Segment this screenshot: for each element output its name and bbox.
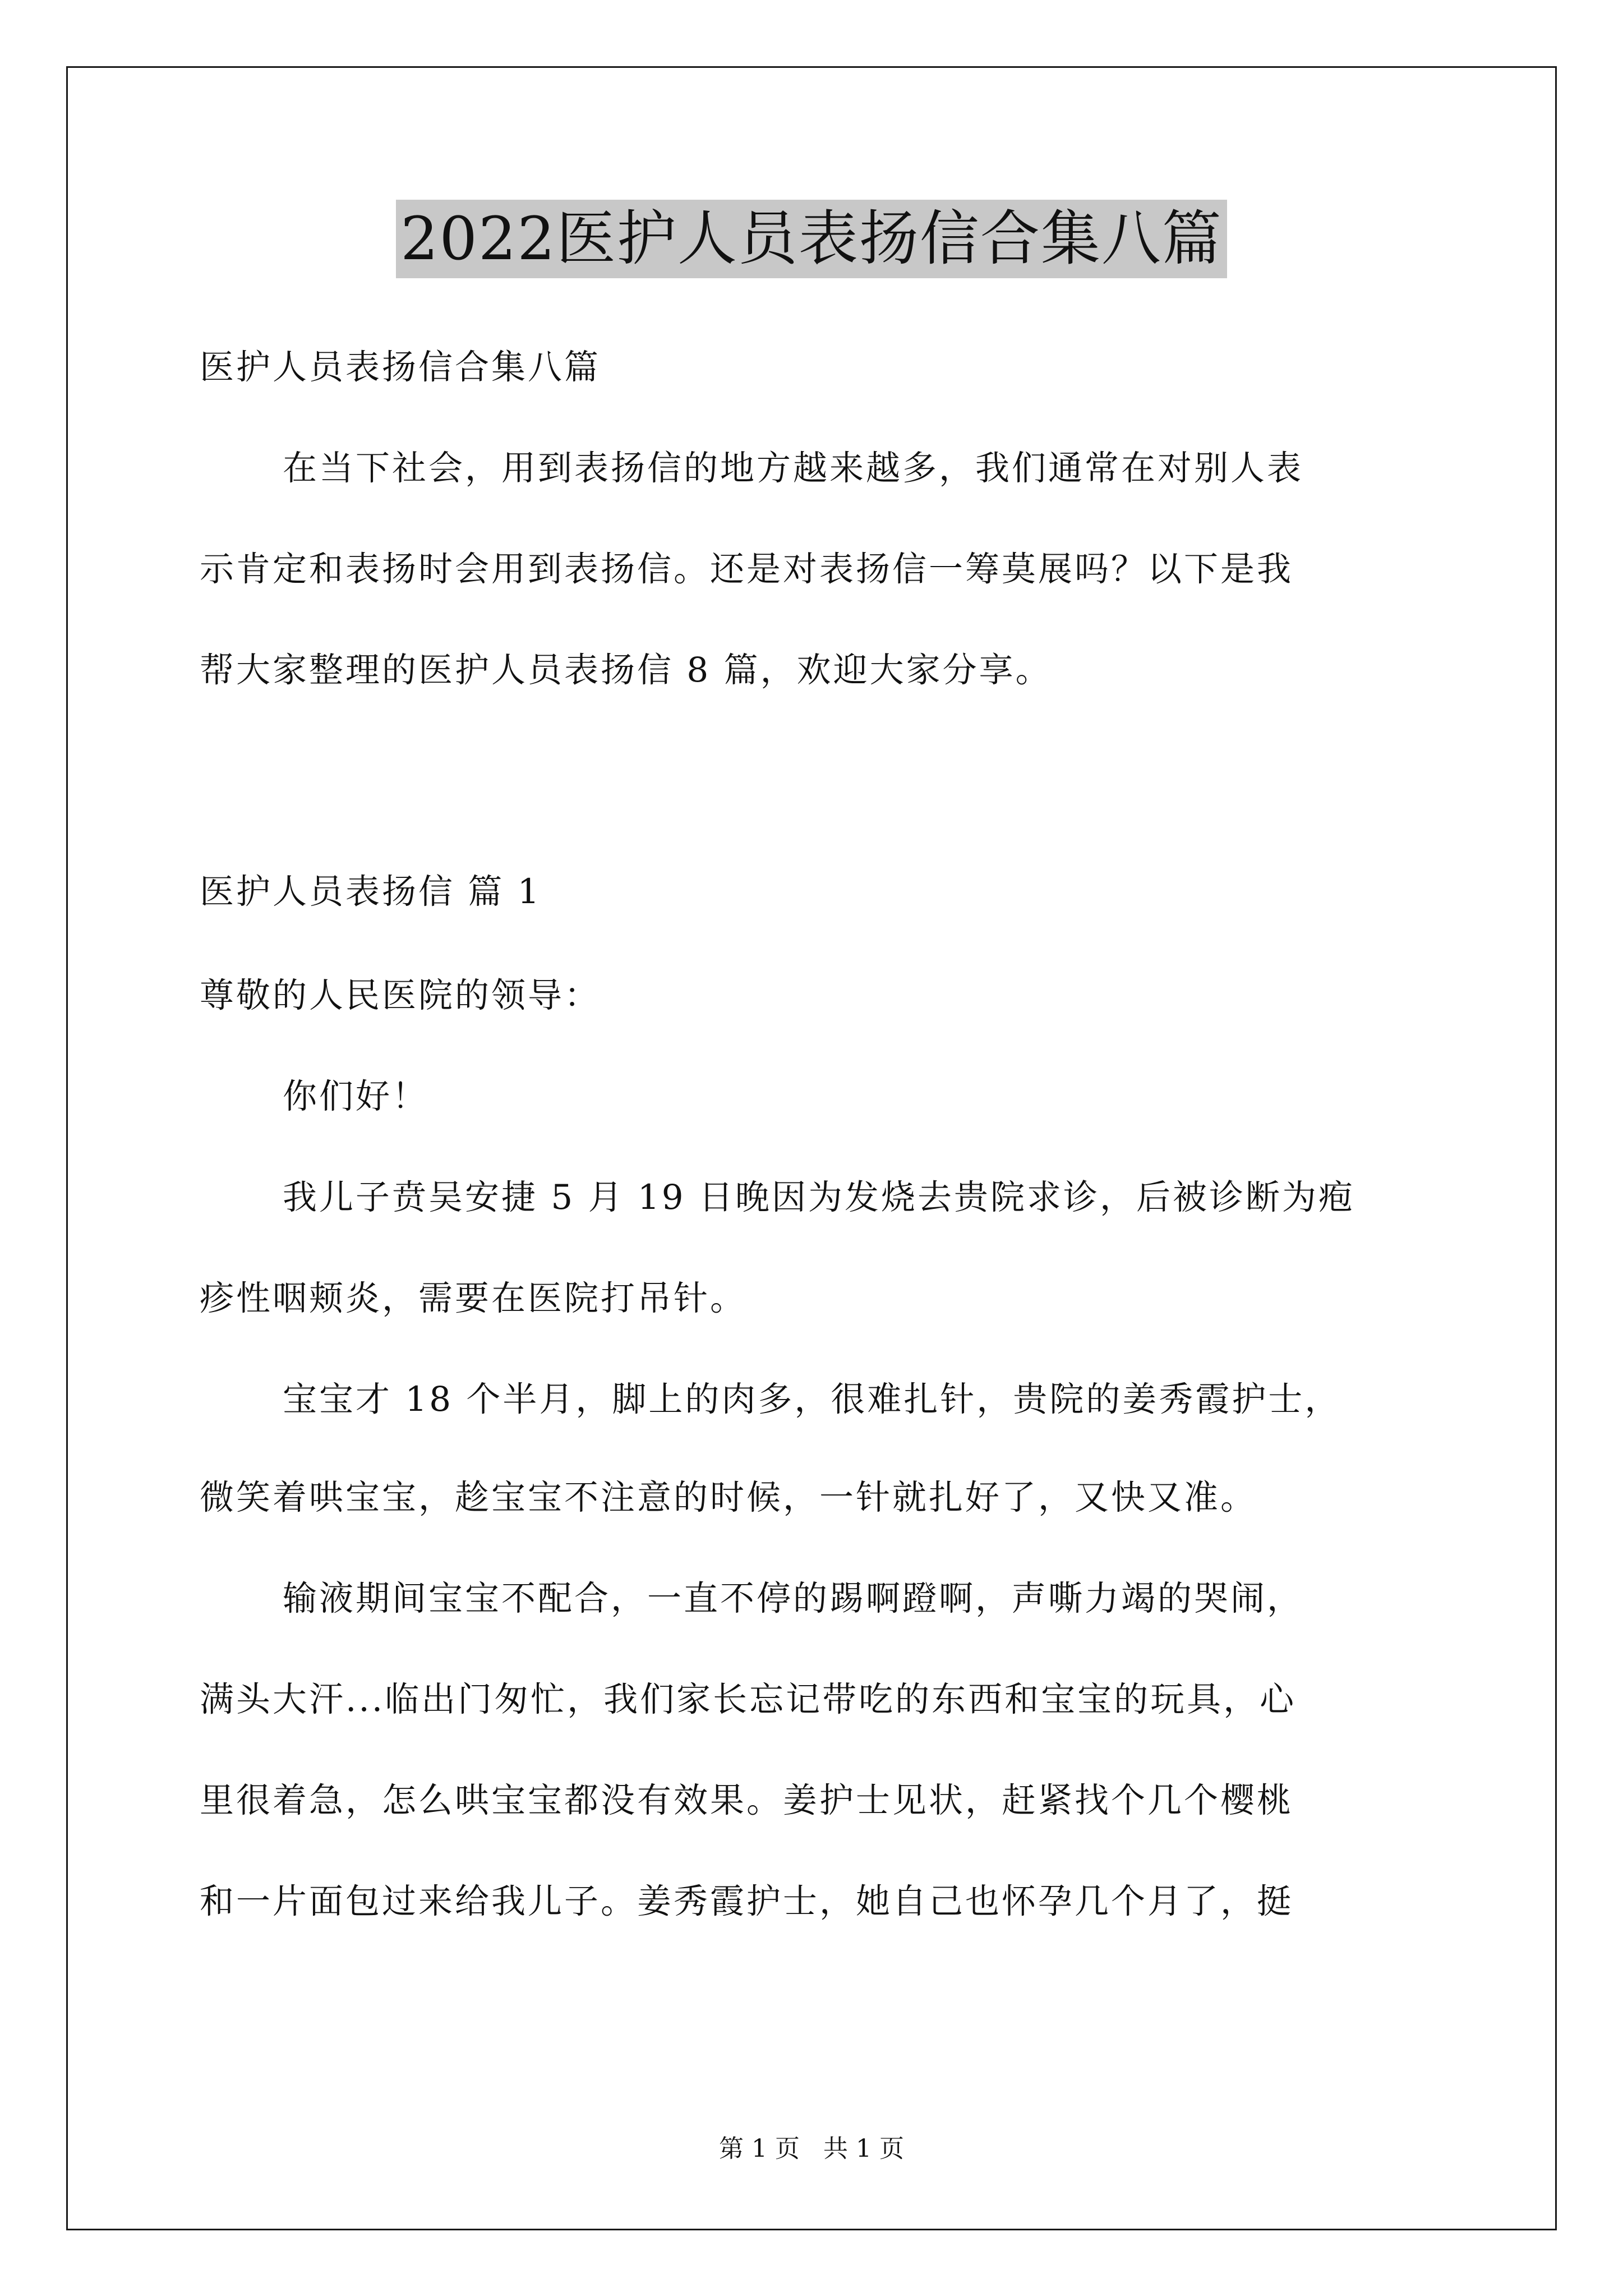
document-title: 2022医护人员表扬信合集八篇 <box>396 200 1227 278</box>
paragraph-line: 微笑着哄宝宝，趁宝宝不注意的时候，一针就扎好了，又快又准。 <box>200 1478 1257 1517</box>
paragraph-line: 帮大家整理的医护人员表扬信 8 篇，欢迎大家分享。 <box>200 650 1052 690</box>
subtitle-line: 医护人员表扬信合集八篇 <box>200 347 601 387</box>
paragraph-line: 我儿子贲吴安捷 5 月 19 日晚因为发烧去贵院求诊，后被诊断为疱 <box>283 1177 1355 1217</box>
paragraph-line: 在当下社会，用到表扬信的地方越来越多，我们通常在对别人表 <box>283 448 1304 488</box>
paragraph-line: 宝宝才 18 个半月，脚上的肉多，很难扎针，贵院的姜秀霞护士， <box>283 1379 1341 1419</box>
page-footer: 第 1 页 共 1 页 <box>719 2134 904 2163</box>
section-heading: 医护人员表扬信 篇 1 <box>200 872 542 912</box>
paragraph-line: 里很着急，怎么哄宝宝都没有效果。姜护士见状，赶紧找个几个樱桃 <box>200 1780 1294 1820</box>
paragraph-line: 和一片面包过来给我儿子。姜秀霞护士，她自己也怀孕几个月了，挺 <box>200 1881 1294 1921</box>
greeting-line: 你们好！ <box>283 1076 429 1116</box>
paragraph-line: 示肯定和表扬时会用到表扬信。还是对表扬信一筹莫展吗？以下是我 <box>200 549 1294 589</box>
paragraph-line: 满头大汗...临出门匆忙，我们家长忘记带吃的东西和宝宝的玩具，心 <box>200 1680 1297 1719</box>
salutation-line: 尊敬的人民医院的领导： <box>200 976 601 1015</box>
title-container <box>0 200 1623 278</box>
paragraph-line: 疹性咽颊炎，需要在医院打吊针。 <box>200 1278 747 1318</box>
paragraph-line: 输液期间宝宝不配合，一直不停的踢啊蹬啊，声嘶力竭的哭闹， <box>283 1579 1304 1618</box>
